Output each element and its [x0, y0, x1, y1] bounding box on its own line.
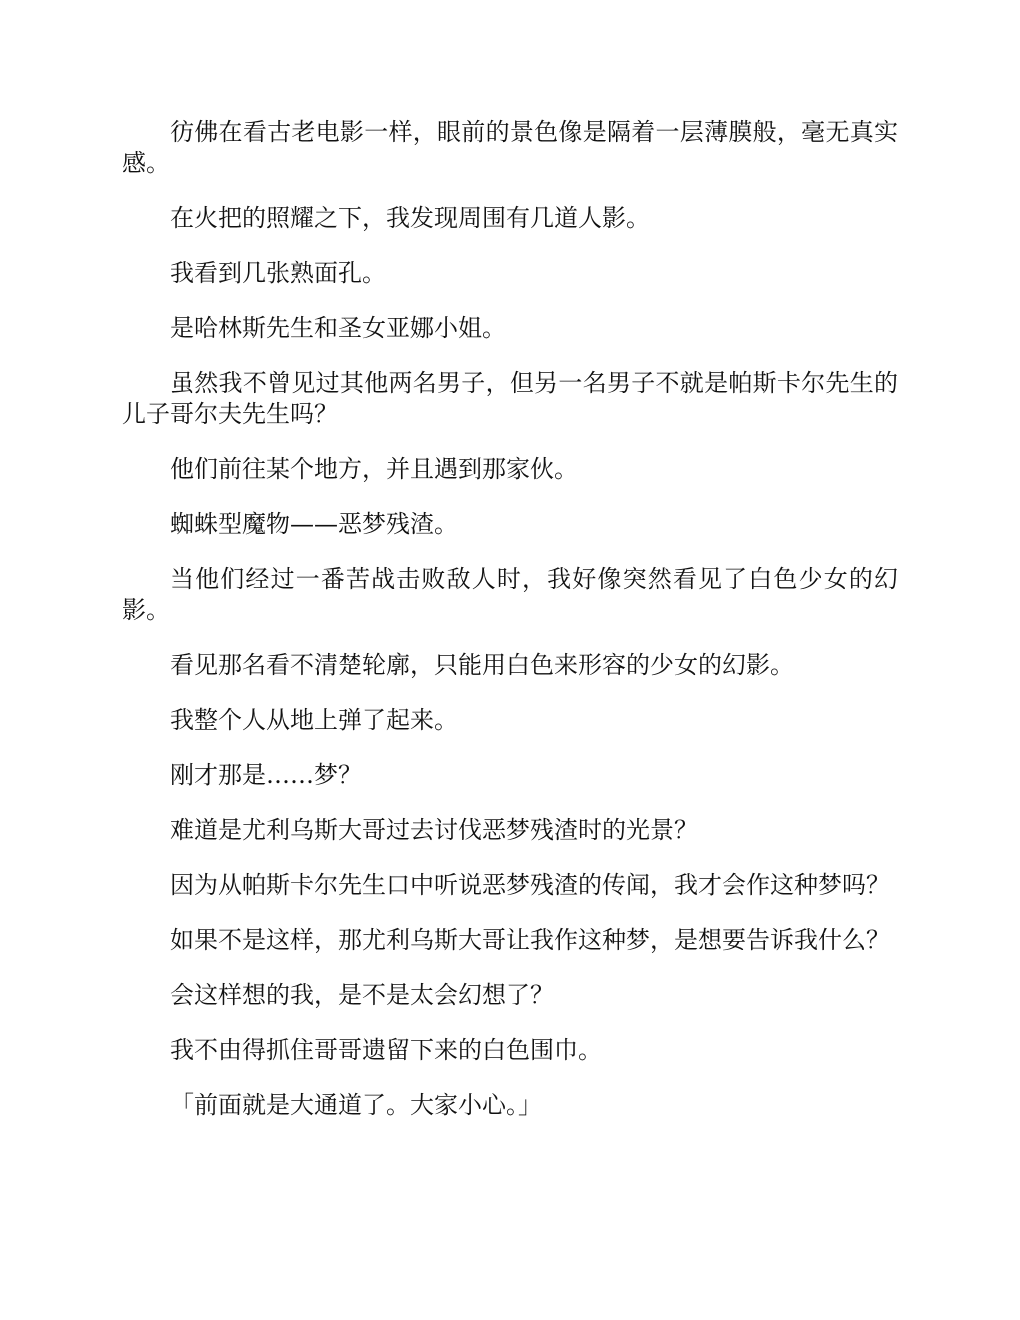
paragraph: 我整个人从地上弹了起来。: [170, 706, 458, 734]
paragraph: 如果不是这样，那尤利乌斯大哥让我作这种梦，是想要告诉我什么？: [170, 926, 890, 954]
paragraph: 当他们经过一番苦战击败敌人时，我好像突然看见了白色少女的幻影。: [122, 565, 898, 624]
paragraph: 难道是尤利乌斯大哥过去讨伐恶梦残渣时的光景？: [170, 816, 698, 844]
paragraph: 看见那名看不清楚轮廓，只能用白色来形容的少女的幻影。: [170, 651, 794, 679]
dialogue-paragraph: 「前面就是大通道了。大家小心。」: [170, 1091, 542, 1119]
paragraph: 因为从帕斯卡尔先生口中听说恶梦残渣的传闻，我才会作这种梦吗？: [170, 871, 890, 899]
paragraph: 虽然我不曾见过其他两名男子，但另一名男子不就是帕斯卡尔先生的儿子哥尔夫先生吗？: [122, 369, 898, 428]
paragraph: 会这样想的我，是不是太会幻想了？: [170, 981, 554, 1009]
paragraph: 蜘蛛型魔物——恶梦残渣。: [170, 510, 458, 538]
paragraph: 刚才那是……梦？: [170, 761, 362, 789]
document-page: [122, 117, 898, 1145]
paragraph: 是哈林斯先生和圣女亚娜小姐。: [170, 314, 506, 342]
paragraph: 彷佛在看古老电影一样，眼前的景色像是隔着一层薄膜般，毫无真实感。: [122, 118, 898, 177]
paragraph: 我不由得抓住哥哥遗留下来的白色围巾。: [170, 1036, 602, 1064]
paragraph: 在火把的照耀之下，我发现周围有几道人影。: [170, 204, 650, 232]
paragraph: 我看到几张熟面孔。: [170, 259, 386, 287]
paragraph: 他们前往某个地方，并且遇到那家伙。: [170, 455, 578, 483]
